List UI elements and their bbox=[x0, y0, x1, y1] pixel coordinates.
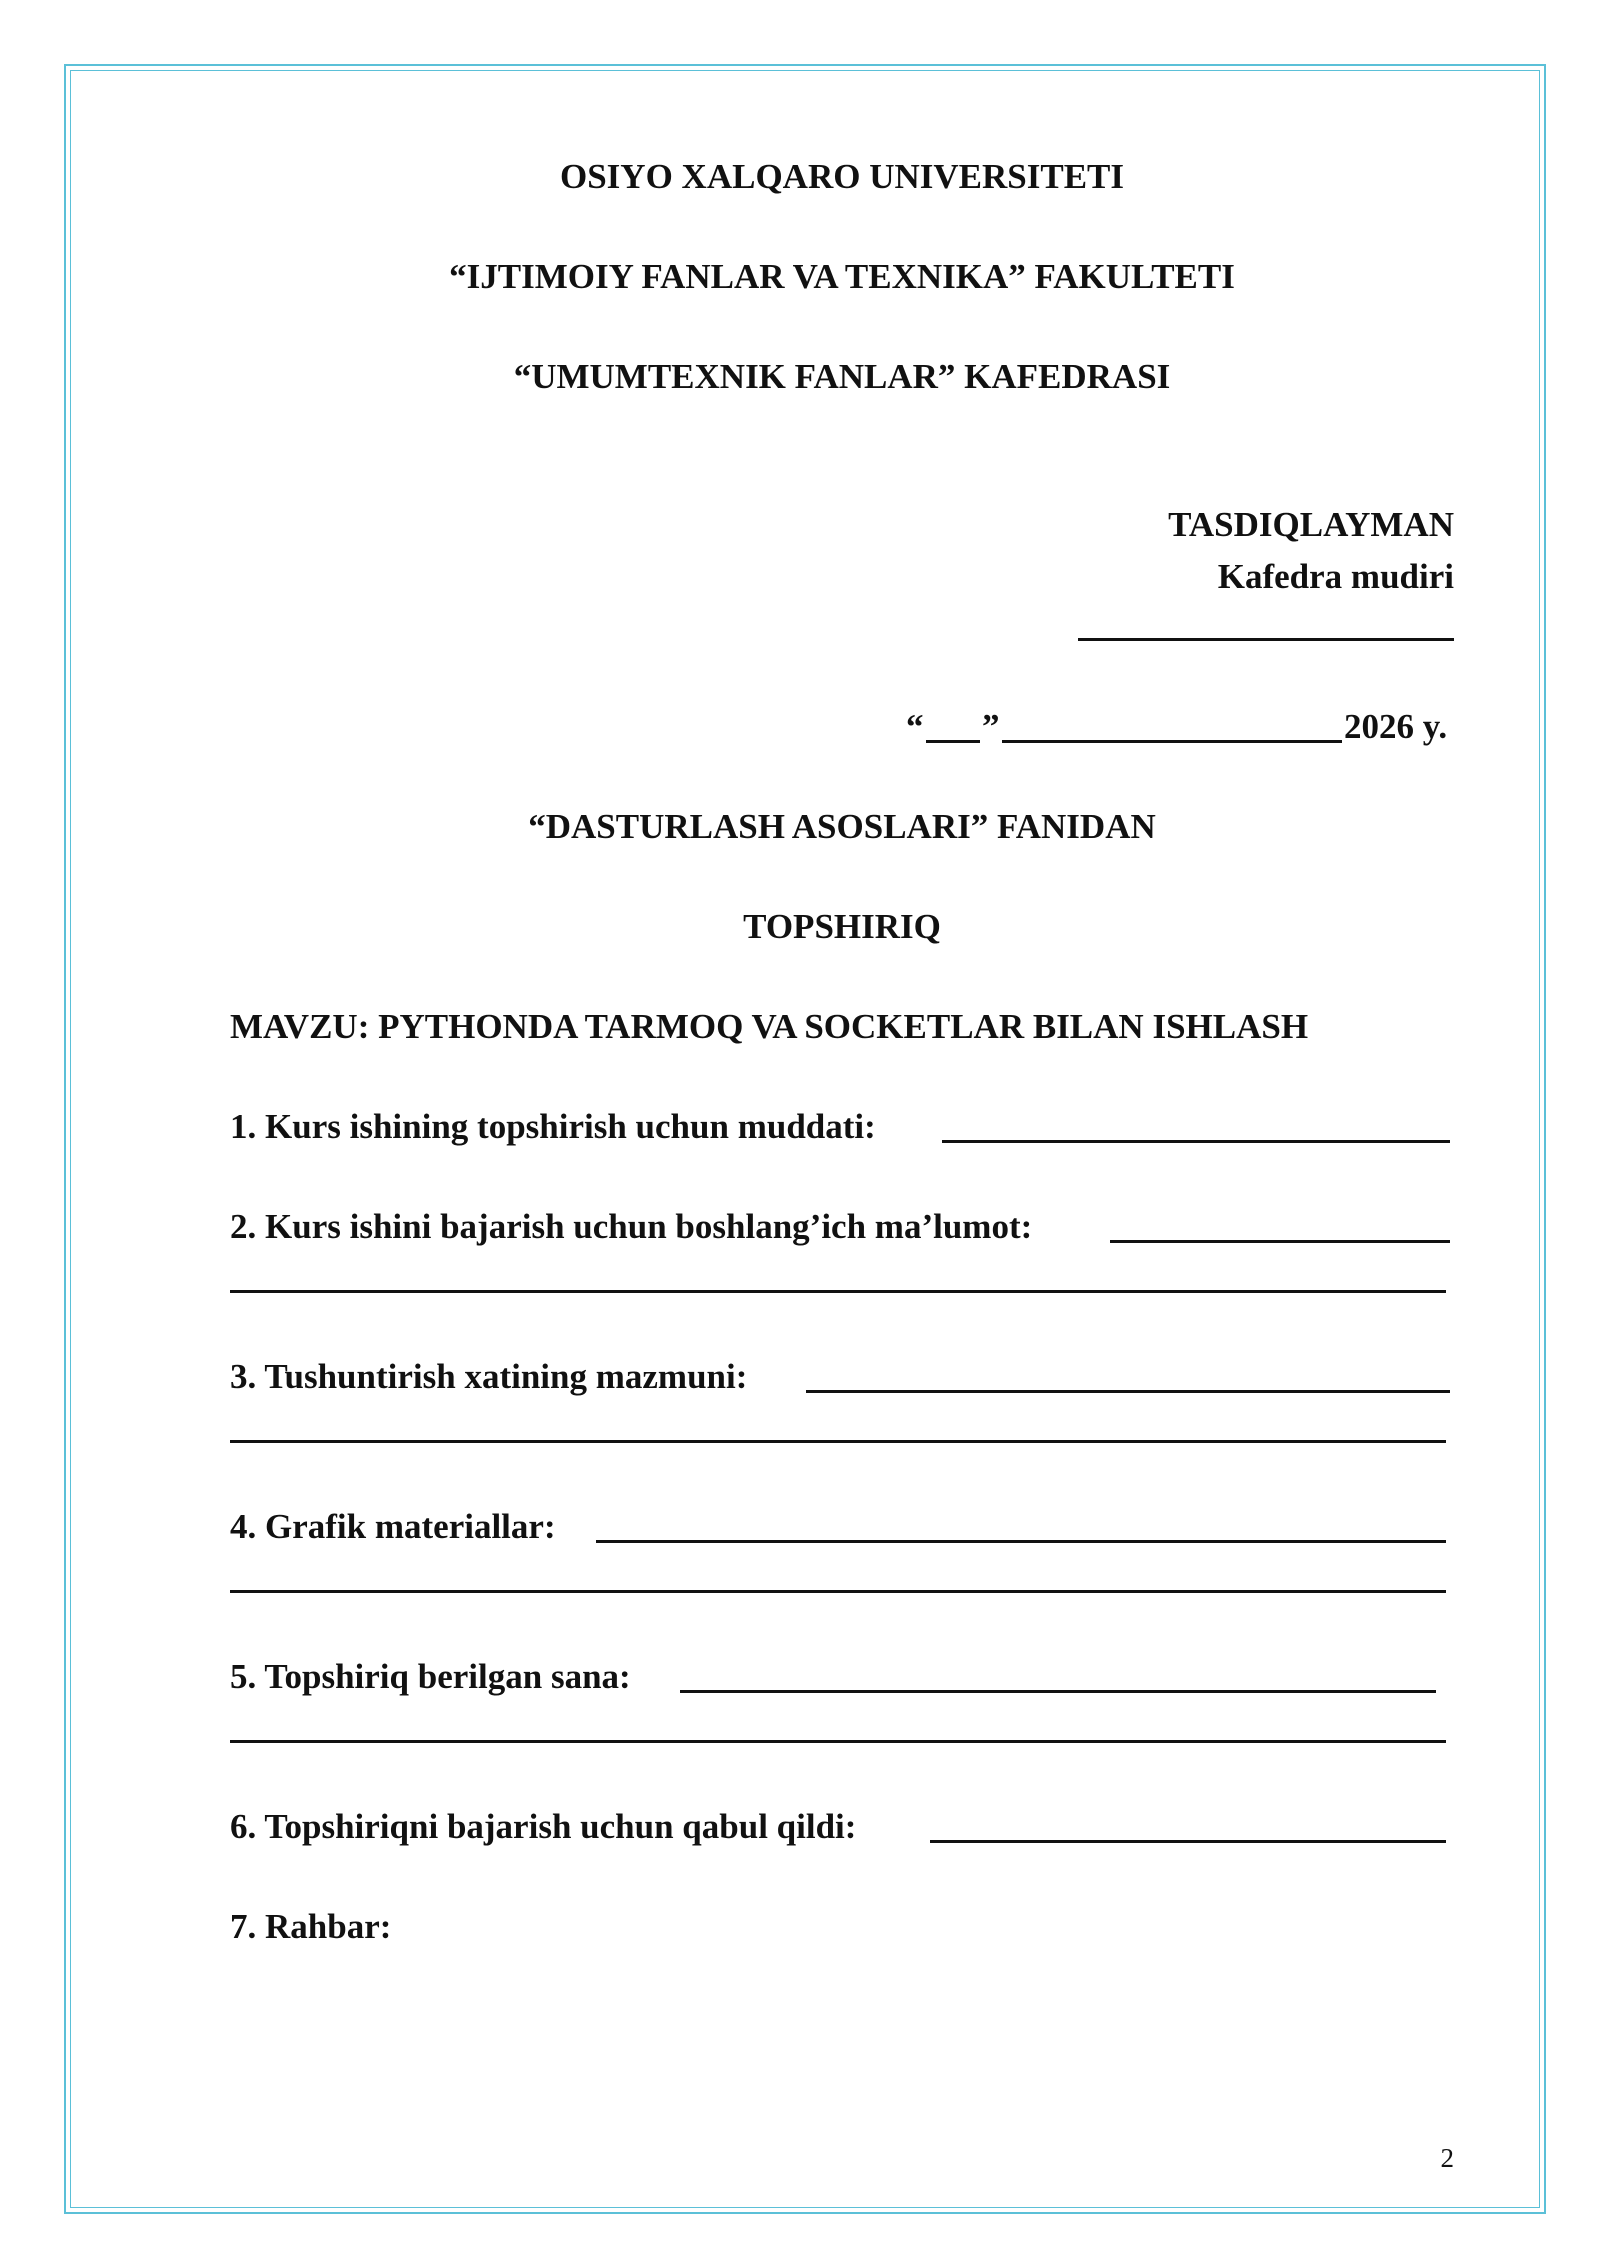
item-3-label: 3. Tushuntirish xatining mazmuni: bbox=[230, 1357, 748, 1396]
item-6-label: 6. Topshiriqni bajarish uchun qabul qildi: bbox=[230, 1807, 857, 1846]
item-7-label: 7. Rahbar: bbox=[230, 1907, 392, 1946]
department-name: “UMUMTEXNIK FANLAR” KAFEDRASI bbox=[513, 357, 1171, 396]
item-3-fill-line bbox=[806, 1390, 1450, 1393]
item-2-label: 2. Kurs ishini bajarish uchun boshlang’ich ma’lumot: bbox=[230, 1207, 1033, 1246]
item-1-fill-line bbox=[942, 1140, 1450, 1143]
topic-line: MAVZU: PYTHONDA TARMOQ VA SOCKETLAR BILAN ISHLASH bbox=[230, 1007, 1309, 1046]
university-name: OSIYO XALQARO UNIVERSITETI bbox=[559, 157, 1125, 196]
date-open-quote: “ bbox=[906, 707, 924, 746]
date-month-line bbox=[1002, 740, 1342, 743]
signature-line bbox=[1078, 638, 1454, 641]
date-year: 2026 y. bbox=[1344, 707, 1448, 746]
approval-title: TASDIQLAYMAN bbox=[1168, 505, 1454, 544]
item-5-fill-line bbox=[680, 1690, 1436, 1693]
item-4-extra-line bbox=[230, 1590, 1446, 1593]
item-1-label: 1. Kurs ishining topshirish uchun muddati: bbox=[230, 1107, 876, 1146]
item-3-extra-line bbox=[230, 1440, 1446, 1443]
item-4-label: 4. Grafik materiallar: bbox=[230, 1507, 556, 1546]
item-6-fill-line bbox=[930, 1840, 1446, 1843]
document-title: TOPSHIRIQ bbox=[743, 907, 941, 946]
date-close-quote: ” bbox=[982, 707, 1000, 746]
item-4-fill-line bbox=[596, 1540, 1446, 1543]
date-day-line bbox=[926, 740, 980, 743]
item-2-fill-line bbox=[1110, 1240, 1450, 1243]
item-5-label: 5. Topshiriq berilgan sana: bbox=[230, 1657, 631, 1696]
subject-name: “DASTURLASH ASOSLARI” FANIDAN bbox=[528, 807, 1156, 846]
approval-role: Kafedra mudiri bbox=[1217, 557, 1454, 596]
item-5-extra-line bbox=[230, 1740, 1446, 1743]
page-number: 2 bbox=[1440, 2143, 1454, 2173]
item-2-extra-line bbox=[230, 1290, 1446, 1293]
faculty-name: “IJTIMOIY FANLAR VA TEXNIKA” FAKULTETI bbox=[449, 257, 1235, 296]
